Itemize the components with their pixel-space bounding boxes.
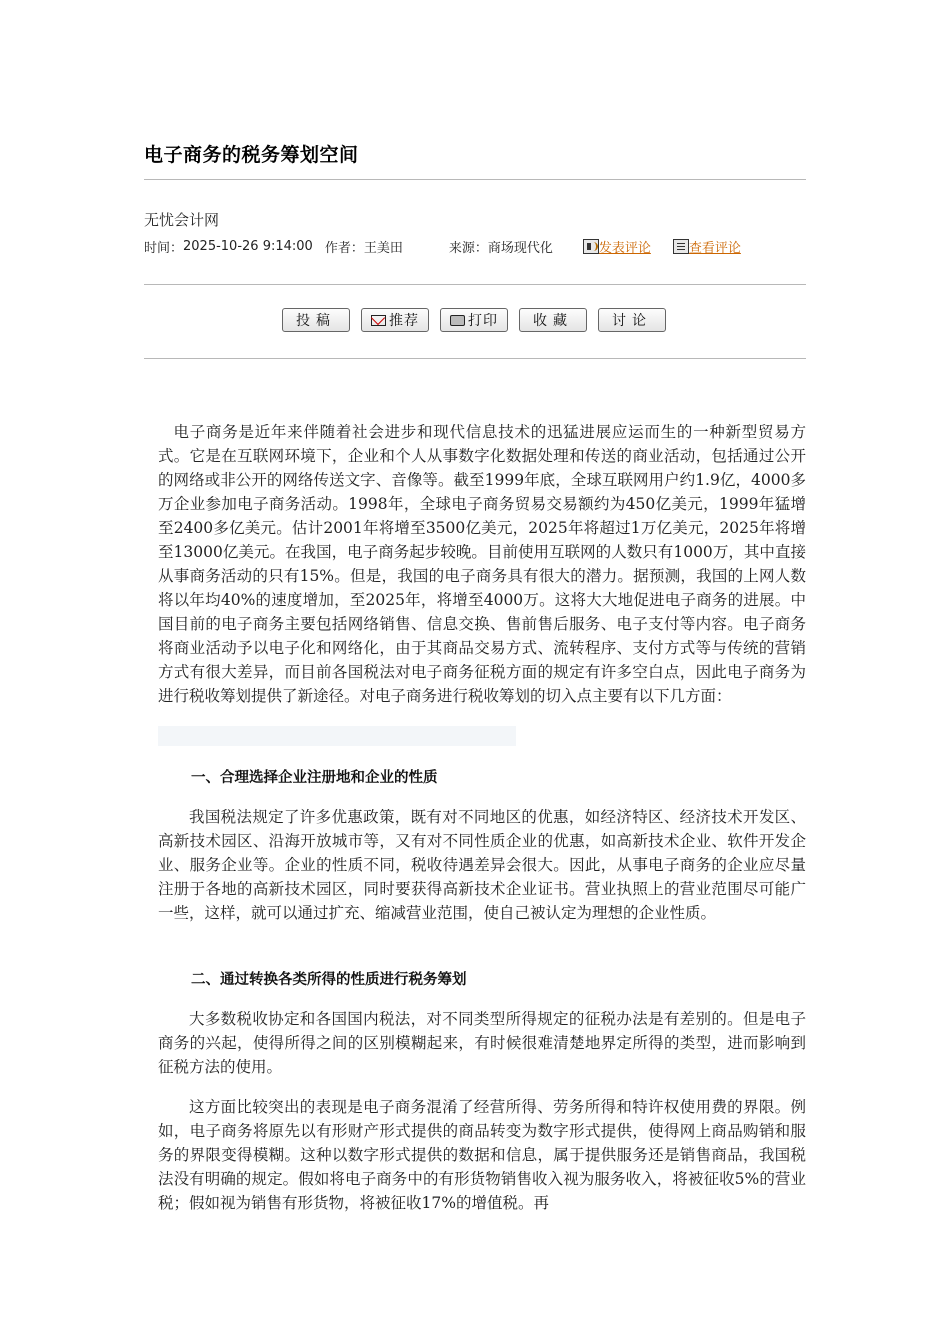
section1-text: 我国税法规定了许多优惠政策，既有对不同地区的优惠，如经济特区、经济技术开发区、高新技术园区、沿海开放城市等，又有对不同性质企业的优惠，如高新技术企业、软件开发企业、服务企业等。企业的性质不同，税收待遇差异会很大。因此，从事电子商务的企业应尽量注册于各地的高新技术园区，同时要获得高新技术企业证书。营业执照上的营业范围尽可能广一些，这样，就可以通过扩充、缩减营业范围，使自己被认定为理想的企业性质。	[158, 808, 806, 922]
document-icon	[673, 239, 689, 254]
divider	[144, 358, 806, 359]
favorite-button[interactable]	[519, 308, 587, 332]
submit-label: 投稿	[296, 313, 336, 329]
discuss-button[interactable]	[598, 308, 666, 332]
intro-paragraph	[158, 420, 806, 708]
favorite-label: 收藏	[533, 313, 573, 329]
section1-paragraph	[158, 805, 806, 925]
author: 作者：王美田	[324, 241, 403, 256]
section2-text-2: 这方面比较突出的表现是电子商务混淆了经营所得、劳务所得和特许权使用费的界限。例如，电子商务将原先以有形财产形式提供的商品转变为数字形式提供，使得网上商品购销和服务的界限变得模糊。这种以数字形式提供的数据和信息，属于提供服务还是销售商品，我国税法没有明确的规定。假如将电子商务中的有形货物销售收入视为服务收入，将被征收5%的营业税；假如视为销售有形货物，将被征收17%的增值税。再	[158, 1098, 806, 1212]
view-comment-link[interactable]: 查看评论	[688, 241, 741, 256]
divider	[144, 179, 806, 180]
article-meta	[144, 237, 741, 256]
submit-button[interactable]	[282, 308, 350, 332]
section2-heading: 二、通过转换各类所得的性质进行税务筹划	[191, 972, 467, 988]
highlight-band	[158, 726, 516, 746]
divider	[144, 284, 806, 285]
mail-icon	[371, 315, 386, 326]
site-name: 无忧会计网	[144, 211, 220, 229]
recommend-button[interactable]	[361, 308, 429, 332]
publish-time: 2025-10-26 9:14:00	[183, 239, 313, 254]
section2-text-1: 大多数税收协定和各国国内税法，对不同类型所得规定的征税办法是有差别的。但是电子商务的兴起，使得所得之间的区别模糊起来，有时候很难清楚地界定所得的类型，进而影响到征税方法的使用。	[158, 1010, 806, 1076]
intro-text: 电子商务是近年来伴随着社会进步和现代信息技术的迅猛进展应运而生的一种新型贸易方式。它是在互联网环境下，企业和个人从事数字化数据处理和传送的商业活动，包括通过公开的网络或非公开的网络传送文字、音像等。截至1999年底，全球互联网用户约1.9亿，4000多万企业参加电子商务活动。1998年，全球电子商务贸易交易额约为450亿美元，1999年猛增至2400多亿美元。估计2001年将增至3500亿美元，2025年将超过1万亿美元，2025年将增至13000亿美元。在我国，电子商务起步较晚。目前使用互联网的人数只有1000万，其中直接从事商务活动的只有15%。但是，我国的电子商务具有很大的潜力。据预测，我国的上网人数将以年均40%的速度增加，至2025年，将增至4000万。这将大大地促进电子商务的进展。中国目前的电子商务主要包括网络销售、信息交换、售前售后服务、电子支付等内容。电子商务将商业活动予以电子化和网络化，由于其商品交易方式、流转程序、支付方式等与传统的营销方式有很大差异，而目前各国税法对电子商务征税方面的规定有许多空白点，因此电子商务为进行税收筹划提供了新途径。对电子商务进行税收筹划的切入点主要有以下几方面：	[158, 423, 806, 705]
source: 来源：商场现代化	[448, 241, 553, 256]
print-button[interactable]	[440, 308, 508, 332]
time-label: 时间：	[144, 241, 184, 256]
post-comment-link[interactable]: 发表评论	[598, 241, 651, 256]
section2-paragraph-2	[158, 1095, 806, 1215]
printer-icon	[450, 315, 465, 326]
print-label: 打印	[468, 313, 498, 329]
discuss-label: 讨论	[612, 313, 652, 329]
article-title: 电子商务的税务筹划空间	[144, 144, 359, 166]
section1-heading: 一、合理选择企业注册地和企业的性质	[191, 770, 438, 786]
speaker-icon	[583, 239, 599, 254]
section2-paragraph-1	[158, 1007, 806, 1079]
recommend-label: 推荐	[389, 313, 419, 329]
